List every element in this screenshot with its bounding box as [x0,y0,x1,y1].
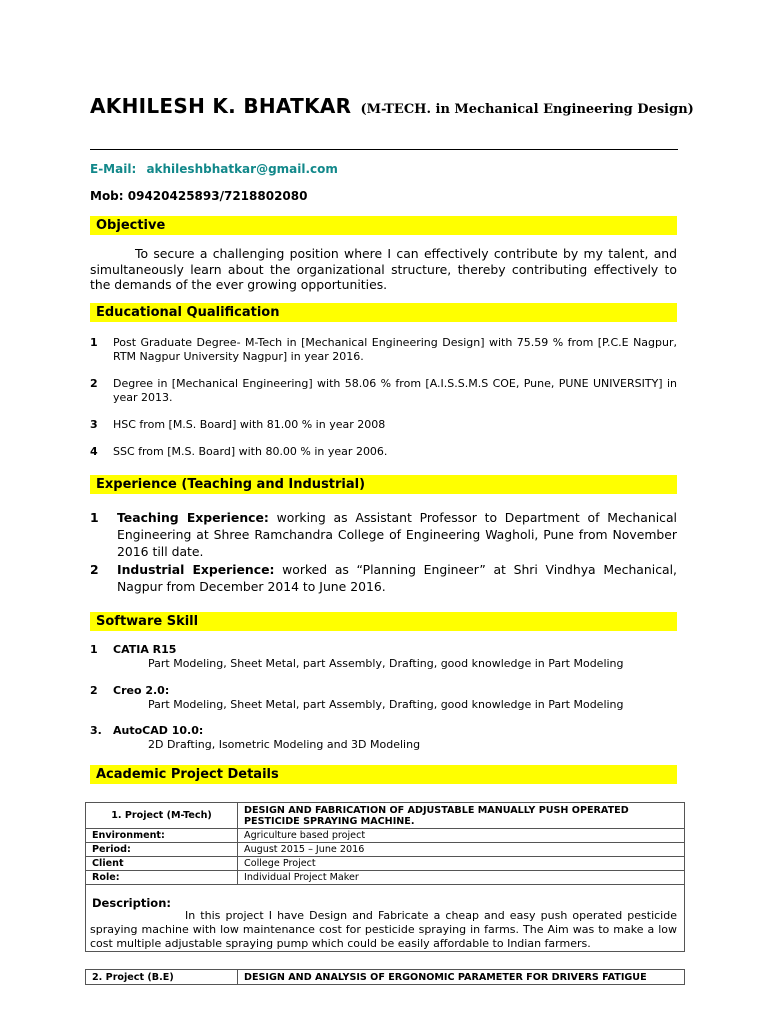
email-address[interactable]: akhileshbhatkar@gmail.com [146,162,338,176]
education-number: 2 [90,377,98,390]
project-2-title: DESIGN AND ANALYSIS OF ERGONOMIC PARAMETER FOR DRIVERS FATIGUE [238,970,685,985]
header-divider [90,149,678,150]
email-label: E-Mail: [90,162,137,176]
project-2-key: 2. Project (B.E) [86,970,238,985]
description-text: In this project I have Design and Fabricate a cheap and easy push operated pesticide spraying machine with low maintenance cost for pesticide spraying in farms. The Aim was to make a low cost multiple adjustable spraying pump which could be easily affordable to Indian farmers. [90,909,677,950]
software-item: 1 CATIA R15 Part Modeling, Sheet Metal, part Assembly, Drafting, good knowledge in Part Modeling [90,643,677,671]
experience-number: 2 [90,562,99,577]
table-value: Agriculture based project [238,829,685,843]
education-text: Degree in [Mechanical Engineering] with 58.06 % from [A.I.S.S.M.S COE, Pune, PUNE UNIVERSITY] in year 2013. [113,377,677,404]
candidate-degree: (M-TECH. in Mechanical Engineering Design) [360,102,694,117]
software-item: 2 Creo 2.0: Part Modeling, Sheet Metal, part Assembly, Drafting, good knowledge in Part Modeling [90,684,677,712]
name-heading [90,94,694,118]
software-detail: Part Modeling, Sheet Metal, part Assembly, Drafting, good knowledge in Part Modeling [148,657,624,670]
software-detail: Part Modeling, Sheet Metal, part Assembly, Drafting, good knowledge in Part Modeling [148,698,624,711]
education-number: 4 [90,445,98,458]
software-title: AutoCAD 10.0: [113,724,204,737]
experience-label: Teaching Experience: [117,510,269,525]
project-2-table [85,969,685,985]
table-key: Period: [86,843,238,857]
software-title: Creo 2.0: [113,684,170,697]
objective-text: To secure a challenging position where I can effectively contribute by my talent, and simultaneously learn about the organizational structure, thereby contributing effectively to the demands of the ever growing opportunities. [90,246,677,292]
table-value: College Project [238,857,685,871]
project-1-key: 1. Project (M-Tech) [86,803,238,829]
section-software: Software Skill [90,612,677,631]
table-key: Role: [86,871,238,885]
experience-item [90,561,677,595]
experience-text: working as Assistant Professor to Department of Mechanical Engineering at Shree Ramchandra College of Engineering Wagholi, Pune from November 2016 till date. [117,510,677,559]
table-value: Individual Project Maker [238,871,685,885]
table-key: Environment: [86,829,238,843]
software-title: CATIA R15 [113,643,177,656]
education-item [90,418,677,432]
experience-label: Industrial Experience: [117,562,275,577]
section-projects: Academic Project Details [90,765,677,784]
section-experience: Experience (Teaching and Industrial) [90,475,677,494]
education-number: 3 [90,418,98,431]
table-value: August 2015 – June 2016 [238,843,685,857]
mobile-line: Mob: 09420425893/7218802080 [90,189,308,203]
experience-number: 1 [90,510,99,525]
candidate-name: AKHILESH K. BHATKAR [90,94,352,118]
section-education: Educational Qualification [90,303,677,322]
table-key: Client [86,857,238,871]
education-item [90,377,677,404]
education-text: SSC from [M.S. Board] with 80.00 % in year 2006. [113,445,388,458]
education-item [90,336,677,363]
software-detail: 2D Drafting, Isometric Modeling and 3D Modeling [148,738,421,751]
software-item: 3. AutoCAD 10.0: 2D Drafting, Isometric Modeling and 3D Modeling [90,724,677,752]
email-line [90,162,338,176]
project-1-title: DESIGN AND FABRICATION OF ADJUSTABLE MANUALLY PUSH OPERATED PESTICIDE SPRAYING MACHINE. [238,803,685,829]
section-objective: Objective [90,216,677,235]
description-label: Description: [92,896,171,910]
experience-text: worked as “Planning Engineer” at Shri Vindhya Mechanical, Nagpur from December 2014 to June 2016. [117,562,677,594]
education-item [90,445,677,459]
education-number: 1 [90,336,98,349]
experience-item [90,509,677,560]
education-text: Post Graduate Degree- M-Tech in [Mechanical Engineering Design] with 75.59 % from [P.C.E Nagpur, RTM Nagpur University Nagpur] in year 2016. [113,336,677,363]
project-1-table [85,802,685,885]
education-text: HSC from [M.S. Board] with 81.00 % in year 2008 [113,418,386,431]
